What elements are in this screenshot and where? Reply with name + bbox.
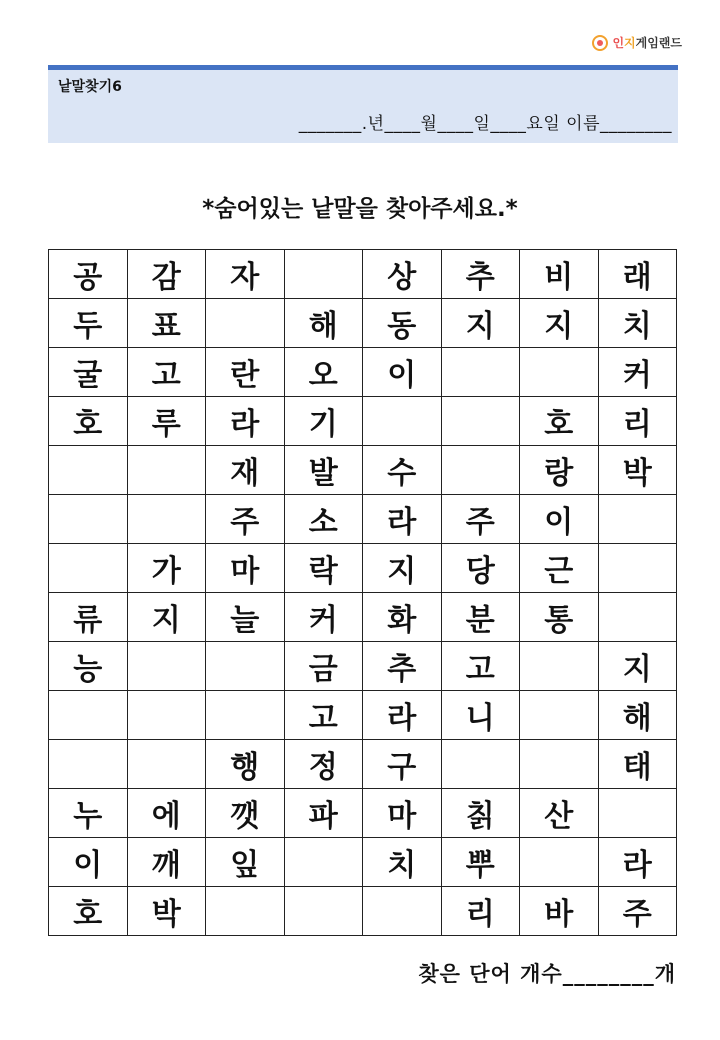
grid-cell [598, 593, 677, 642]
brand-logo-text-part2: 지 [624, 36, 636, 50]
grid-cell: 추 [363, 642, 442, 691]
grid-cell: 마 [363, 789, 442, 838]
grid-cell [363, 397, 442, 446]
grid-cell: 에 [127, 789, 206, 838]
grid-cell [127, 495, 206, 544]
grid-cell [127, 691, 206, 740]
grid-cell: 근 [520, 544, 599, 593]
grid-cell: 래 [598, 250, 677, 299]
grid-cell [49, 544, 128, 593]
grid-cell [598, 544, 677, 593]
grid-row [49, 593, 677, 642]
grid-cell: 감 [127, 250, 206, 299]
grid-cell [127, 642, 206, 691]
grid-row [49, 299, 677, 348]
grid-cell: 늘 [206, 593, 285, 642]
grid-cell: 마 [206, 544, 285, 593]
grid-row [49, 642, 677, 691]
grid-cell: 란 [206, 348, 285, 397]
found-word-count-line: 찾은 단어 개수________개 [418, 962, 676, 986]
grid-cell [363, 887, 442, 936]
grid-cell: 두 [49, 299, 128, 348]
grid-cell [520, 691, 599, 740]
grid-row [49, 838, 677, 887]
grid-cell: 호 [49, 397, 128, 446]
grid-row [49, 250, 677, 299]
grid-cell [520, 642, 599, 691]
grid-cell: 주 [598, 887, 677, 936]
grid-cell: 라 [363, 495, 442, 544]
grid-cell [206, 642, 285, 691]
date-name-line: _______.년____월____일____요일 이름________ [298, 114, 672, 134]
grid-cell: 류 [49, 593, 128, 642]
grid-cell [520, 740, 599, 789]
grid-cell [441, 740, 520, 789]
grid-cell [284, 887, 363, 936]
grid-cell: 리 [441, 887, 520, 936]
grid-cell [49, 495, 128, 544]
grid-cell: 바 [520, 887, 599, 936]
grid-cell: 행 [206, 740, 285, 789]
grid-cell [441, 446, 520, 495]
brand-logo-icon [592, 35, 608, 51]
grid-cell: 지 [598, 642, 677, 691]
grid-row [49, 397, 677, 446]
grid-cell [520, 348, 599, 397]
grid-row [49, 887, 677, 936]
grid-cell: 태 [598, 740, 677, 789]
grid-cell: 발 [284, 446, 363, 495]
grid-cell [49, 446, 128, 495]
grid-cell: 지 [520, 299, 599, 348]
brand-logo-text-part1: 인 [612, 36, 625, 50]
grid-cell: 표 [127, 299, 206, 348]
brand-logo-text-part3: 게임랜드 [635, 36, 682, 50]
grid-cell: 뿌 [441, 838, 520, 887]
grid-row [49, 495, 677, 544]
grid-cell: 누 [49, 789, 128, 838]
grid-cell: 호 [49, 887, 128, 936]
grid-cell: 해 [598, 691, 677, 740]
grid-row [49, 544, 677, 593]
grid-cell: 박 [598, 446, 677, 495]
grid-cell: 라 [363, 691, 442, 740]
grid-cell: 칡 [441, 789, 520, 838]
grid-row [49, 789, 677, 838]
grid-cell: 커 [284, 593, 363, 642]
grid-cell: 주 [206, 495, 285, 544]
grid-cell: 금 [284, 642, 363, 691]
grid-cell: 분 [441, 593, 520, 642]
grid-cell: 랑 [520, 446, 599, 495]
grid-row [49, 446, 677, 495]
grid-cell: 산 [520, 789, 599, 838]
grid-cell: 락 [284, 544, 363, 593]
grid-cell: 화 [363, 593, 442, 642]
grid-cell: 호 [520, 397, 599, 446]
grid-cell [127, 740, 206, 789]
grid-row [49, 691, 677, 740]
grid-cell: 니 [441, 691, 520, 740]
grid-cell: 잎 [206, 838, 285, 887]
grid-cell [49, 691, 128, 740]
grid-cell: 주 [441, 495, 520, 544]
grid-cell: 당 [441, 544, 520, 593]
word-search-grid [48, 249, 677, 936]
grid-cell: 능 [49, 642, 128, 691]
grid-cell: 소 [284, 495, 363, 544]
grid-cell: 파 [284, 789, 363, 838]
grid-cell: 구 [363, 740, 442, 789]
grid-cell: 정 [284, 740, 363, 789]
grid-cell: 리 [598, 397, 677, 446]
grid-cell [49, 740, 128, 789]
grid-cell: 고 [127, 348, 206, 397]
grid-cell: 추 [441, 250, 520, 299]
grid-cell [441, 348, 520, 397]
grid-cell: 박 [127, 887, 206, 936]
grid-cell: 자 [206, 250, 285, 299]
grid-row [49, 740, 677, 789]
grid-cell: 라 [206, 397, 285, 446]
grid-cell: 굴 [49, 348, 128, 397]
grid-cell: 상 [363, 250, 442, 299]
grid-cell: 비 [520, 250, 599, 299]
grid-cell: 치 [598, 299, 677, 348]
worksheet-header [48, 65, 678, 143]
instruction-text: *숨어있는 낱말을 찾아주세요.* [202, 196, 518, 222]
grid-cell: 이 [520, 495, 599, 544]
grid-cell: 고 [441, 642, 520, 691]
grid-cell: 깨 [127, 838, 206, 887]
grid-cell [206, 691, 285, 740]
grid-cell [598, 789, 677, 838]
grid-cell: 공 [49, 250, 128, 299]
grid-cell: 커 [598, 348, 677, 397]
grid-cell: 기 [284, 397, 363, 446]
grid-cell: 이 [363, 348, 442, 397]
grid-cell [127, 446, 206, 495]
grid-cell [520, 838, 599, 887]
grid-cell: 지 [363, 544, 442, 593]
grid-cell: 가 [127, 544, 206, 593]
grid-row [49, 348, 677, 397]
grid-cell [206, 887, 285, 936]
grid-cell: 치 [363, 838, 442, 887]
grid-cell: 동 [363, 299, 442, 348]
grid-cell [284, 250, 363, 299]
grid-cell [206, 299, 285, 348]
grid-cell: 수 [363, 446, 442, 495]
grid-cell: 루 [127, 397, 206, 446]
grid-cell: 라 [598, 838, 677, 887]
brand-logo-text [612, 34, 682, 51]
worksheet-title: 낱말찾기6 [58, 79, 122, 95]
grid-cell: 지 [127, 593, 206, 642]
grid-cell [284, 838, 363, 887]
grid-cell [441, 397, 520, 446]
grid-cell: 깻 [206, 789, 285, 838]
grid-cell [598, 495, 677, 544]
grid-cell: 오 [284, 348, 363, 397]
grid-cell: 재 [206, 446, 285, 495]
grid-cell: 고 [284, 691, 363, 740]
brand-logo [592, 34, 682, 51]
grid-cell: 이 [49, 838, 128, 887]
grid-cell: 해 [284, 299, 363, 348]
grid-cell: 통 [520, 593, 599, 642]
grid-cell: 지 [441, 299, 520, 348]
